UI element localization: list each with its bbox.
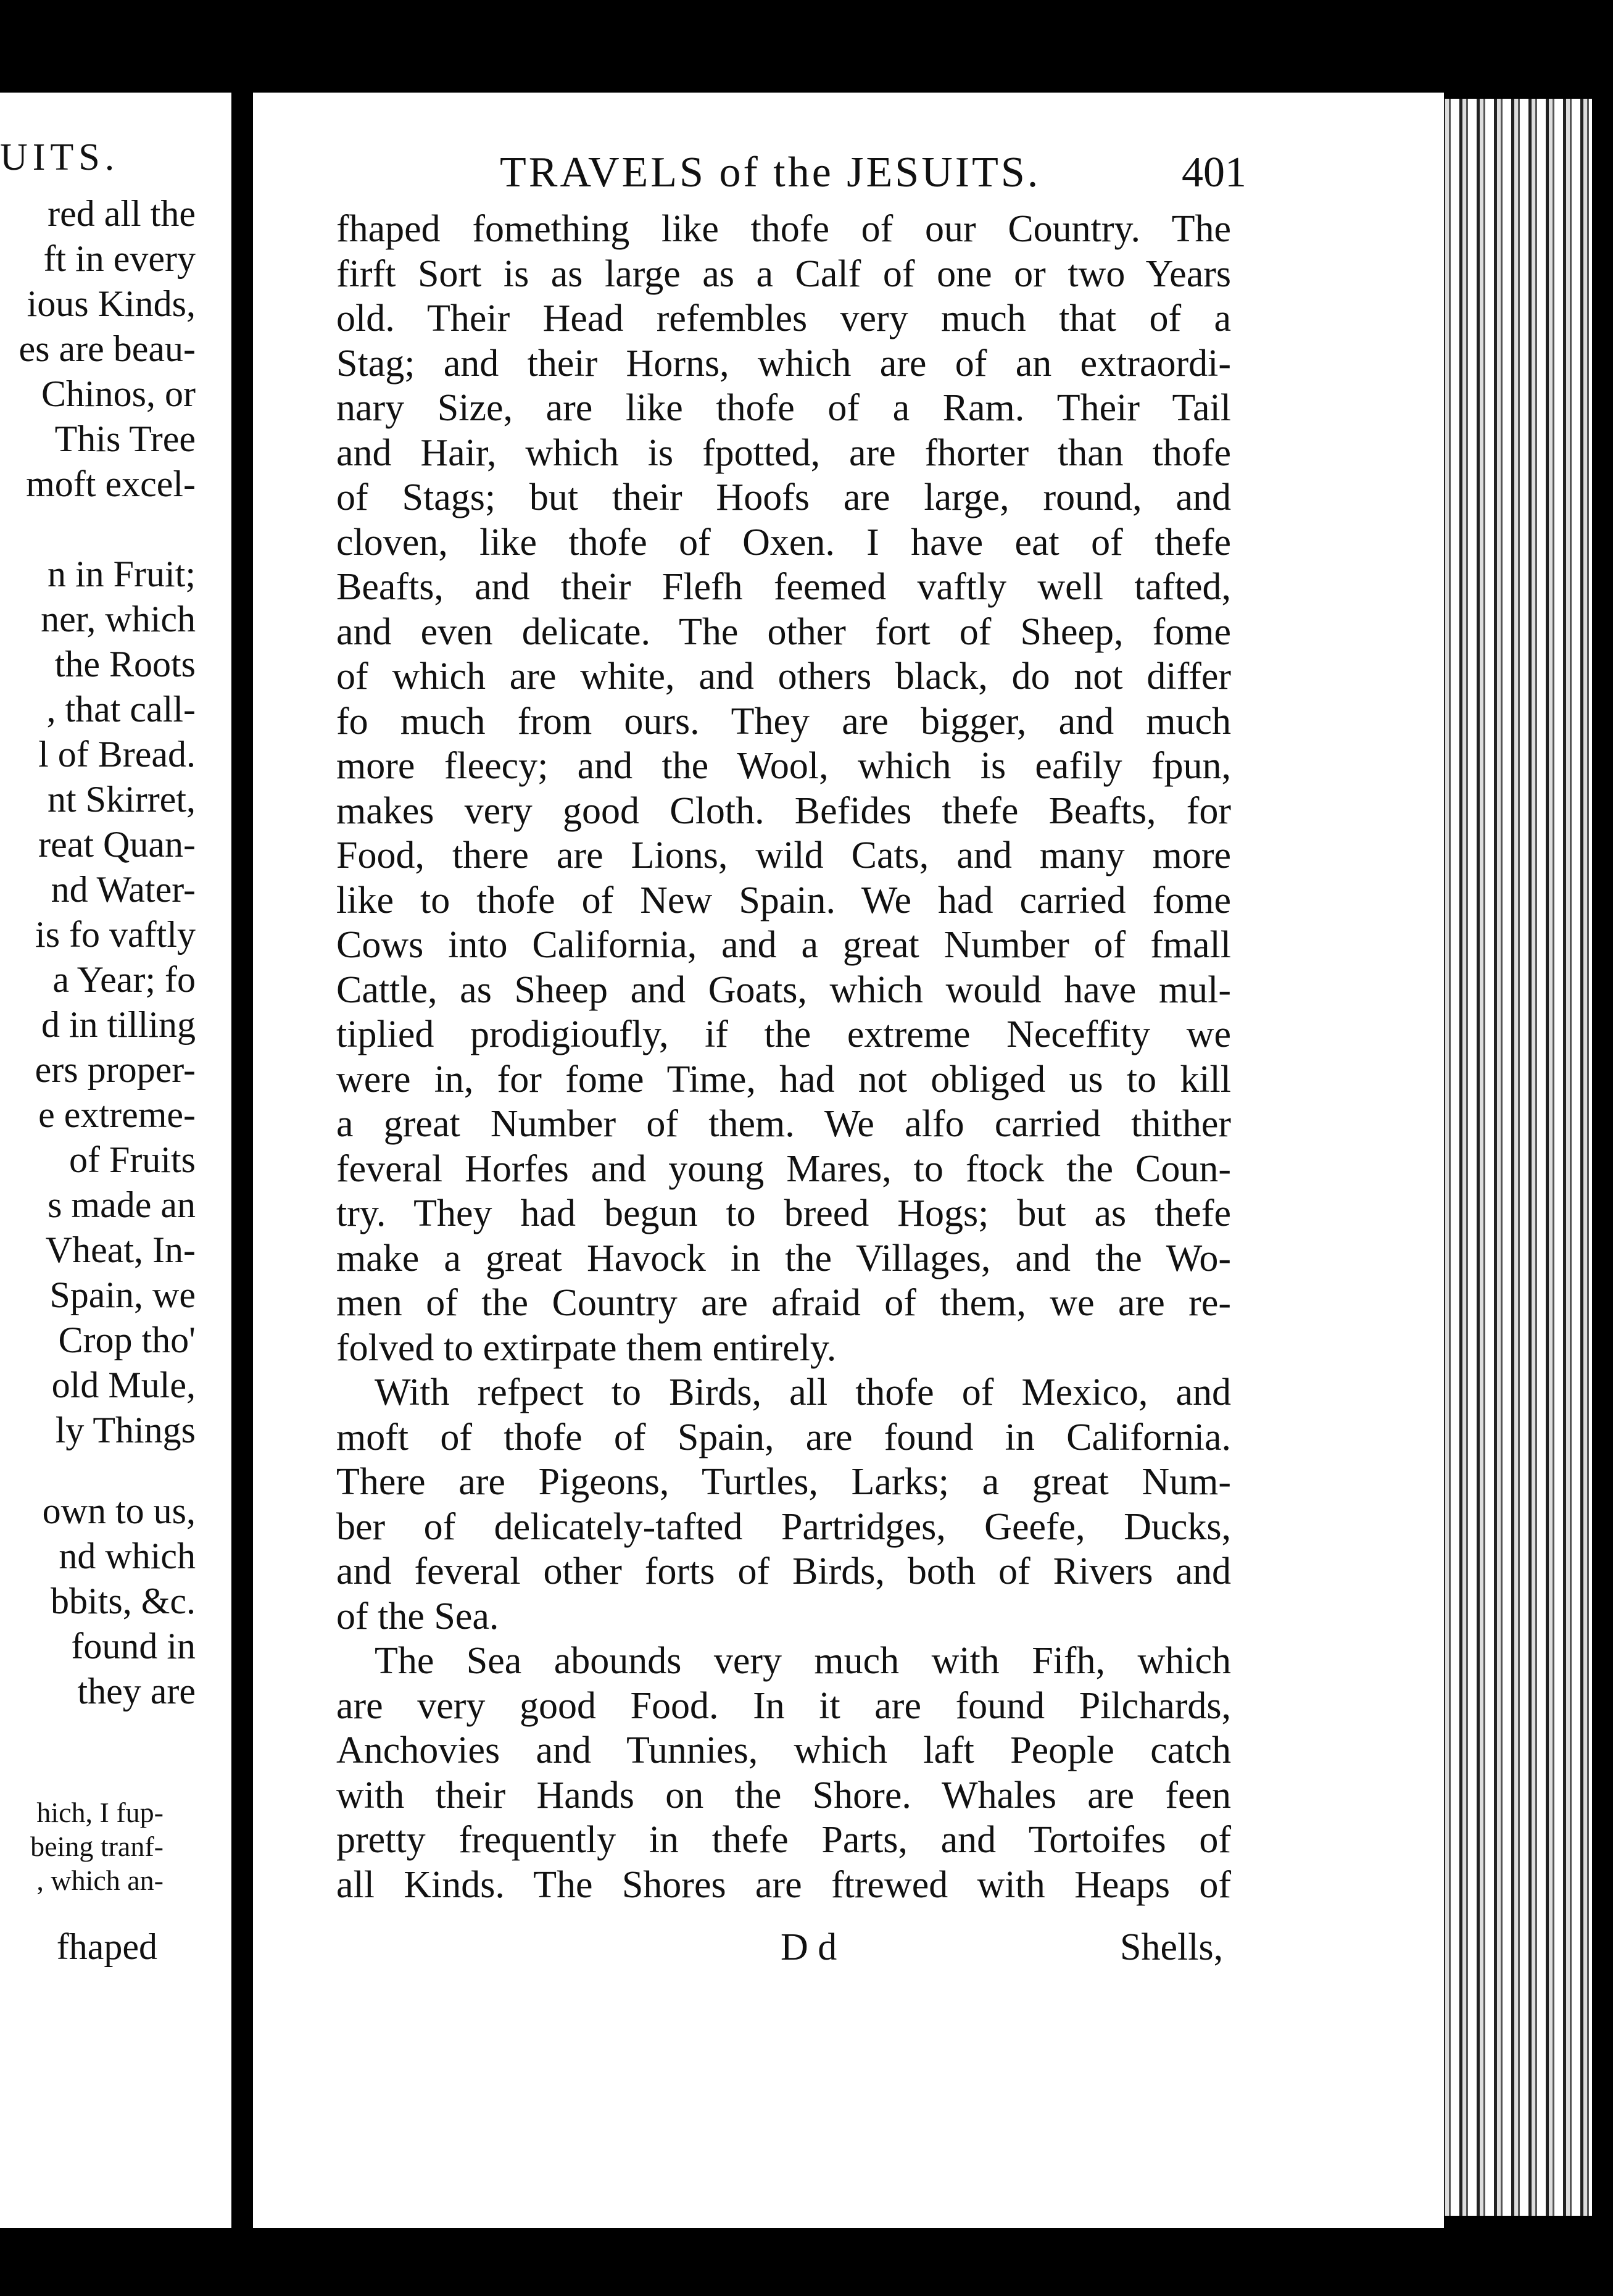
text-line: ber of delicately-tafted Partridges, Geefe, Ducks, (336, 1505, 1231, 1548)
text-line: cloven, like thofe of Oxen. I have eat of thefe (336, 521, 1231, 564)
left-text-line: ly Things (55, 1410, 196, 1450)
left-footnote-line: hich, I fup- (36, 1797, 164, 1828)
left-text-line: This Tree (54, 418, 196, 459)
text-line: firft Sort is as large as a Calf of one or two Years (336, 252, 1231, 295)
left-text-line: s made an (48, 1184, 196, 1225)
text-line: fo much from ours. They are bigger, and much (336, 700, 1231, 742)
text-line: and Hair, which is fpotted, are fhorter than thofe (336, 431, 1231, 474)
text-line: Cows into California, and a great Number of fmall (336, 924, 1231, 966)
left-text-line: nd Water- (51, 869, 196, 910)
left-page-fragment (0, 93, 231, 2228)
left-footnote-line: , which an- (36, 1865, 164, 1896)
left-text-line: ious Kinds, (27, 283, 196, 324)
left-text-line: es are beau- (19, 328, 196, 369)
left-text-line: l of Bread. (38, 734, 196, 775)
left-text-line: a Year; fo (52, 959, 196, 1000)
text-line: The Sea abounds very much with Fifh, which (375, 1640, 1231, 1682)
text-line: old. Their Head refembles very much that of a (336, 297, 1231, 339)
left-text-line: , that call- (46, 689, 196, 730)
left-text-line: own to us, (42, 1491, 196, 1531)
left-text-line: of Fruits (68, 1139, 196, 1180)
left-text-line: is fo vaftly (35, 914, 196, 955)
text-line: of the Sea. (336, 1595, 499, 1637)
text-line: with their Hands on the Shore. Whales are feen (336, 1774, 1231, 1816)
text-line: nary Size, are like thofe of a Ram. Their Tail (336, 387, 1231, 429)
text-line: are very good Food. In it are found Pilchards, (336, 1684, 1231, 1727)
left-text-line: ers proper- (35, 1049, 196, 1090)
left-text-line: red all the (48, 193, 196, 234)
text-line: and even delicate. The other fort of Sheep, fome (336, 610, 1231, 653)
catchword: Shells, (1120, 1926, 1224, 1968)
text-line: Stag; and their Horns, which are of an extraordi- (336, 342, 1231, 385)
text-line: Beafts, and their Flefh feemed vaftly well tafted, (336, 566, 1231, 608)
text-line: and feveral other forts of Birds, both of Rivers and (336, 1550, 1231, 1592)
left-footnote-line: being tranf- (30, 1831, 164, 1862)
text-line: were in, for fome Time, had not obliged us to kill (336, 1058, 1231, 1100)
left-running-title: UITS. (0, 136, 120, 178)
left-catchword: fhaped (56, 1926, 157, 1967)
text-line: Cattle, as Sheep and Goats, which would have mul- (336, 968, 1231, 1011)
text-line: fhaped fomething like thofe of our Country. The (336, 208, 1231, 250)
text-line: men of the Country are afraid of them, we are re- (336, 1282, 1231, 1324)
left-text-line: Chinos, or (41, 373, 196, 414)
text-line: try. They had begun to breed Hogs; but as thefe (336, 1192, 1231, 1234)
text-line: With refpect to Birds, all thofe of Mexico, and (375, 1371, 1231, 1413)
left-text-line: e extreme- (38, 1094, 196, 1135)
book-page-edges (1438, 99, 1592, 2216)
left-text-line: Crop tho' (58, 1320, 196, 1360)
text-line: feveral Horfes and young Mares, to ftock the Coun- (336, 1147, 1231, 1190)
text-line: of Stags; but their Hoofs are large, round, and (336, 476, 1231, 518)
text-line: tiplied prodigioufly, if the extreme Neceffity we (336, 1013, 1231, 1055)
left-text-line: moft excel- (26, 464, 196, 504)
left-text-line: n in Fruit; (47, 554, 196, 594)
text-line: makes very good Cloth. Befides thefe Beafts, for (336, 789, 1231, 832)
left-text-line: nd which (59, 1536, 196, 1576)
text-line: like to thofe of New Spain. We had carried fome (336, 879, 1231, 921)
left-text-line: they are (77, 1671, 196, 1712)
text-line: There are Pigeons, Turtles, Larks; a great Num- (336, 1461, 1231, 1503)
page-header (500, 148, 1246, 204)
left-text-line: nt Skirret, (48, 779, 196, 820)
text-line: Food, there are Lions, wild Cats, and many more (336, 834, 1231, 876)
left-text-line: reat Quan- (38, 824, 196, 865)
body-text (336, 207, 1231, 1907)
left-text-line: ft in every (43, 238, 196, 279)
text-line: pretty frequently in thefe Parts, and Tortoifes of (336, 1819, 1231, 1861)
left-text-line: found in (71, 1626, 196, 1666)
text-line: Anchovies and Tunnies, which laft People catch (336, 1729, 1231, 1771)
signature-mark: D d (781, 1926, 837, 1968)
left-text-line: the Roots (54, 644, 196, 684)
left-text-line: Spain, we (49, 1275, 196, 1315)
text-line: a great Number of them. We alfo carried thither (336, 1103, 1231, 1145)
left-text-line: Vheat, In- (45, 1229, 196, 1270)
page-number: 401 (1182, 149, 1246, 196)
running-title: TRAVELS of the JESUITS. (500, 149, 1041, 196)
left-text-line: old Mule, (51, 1365, 196, 1405)
left-text-line: d in tilling (41, 1004, 196, 1045)
left-text-line: bbits, &c. (51, 1581, 196, 1621)
text-line: moft of thofe of Spain, are found in California. (336, 1416, 1231, 1458)
text-line: folved to extirpate them entirely. (336, 1326, 837, 1369)
text-line: all Kinds. The Shores are ftrewed with Heaps of (336, 1863, 1231, 1906)
left-text-line: ner, which (41, 599, 196, 639)
text-line: of which are white, and others black, do not differ (336, 655, 1231, 697)
text-line: more fleecy; and the Wool, which is eafily fpun, (336, 745, 1231, 787)
text-line: make a great Havock in the Villages, and the Wo- (336, 1237, 1231, 1279)
